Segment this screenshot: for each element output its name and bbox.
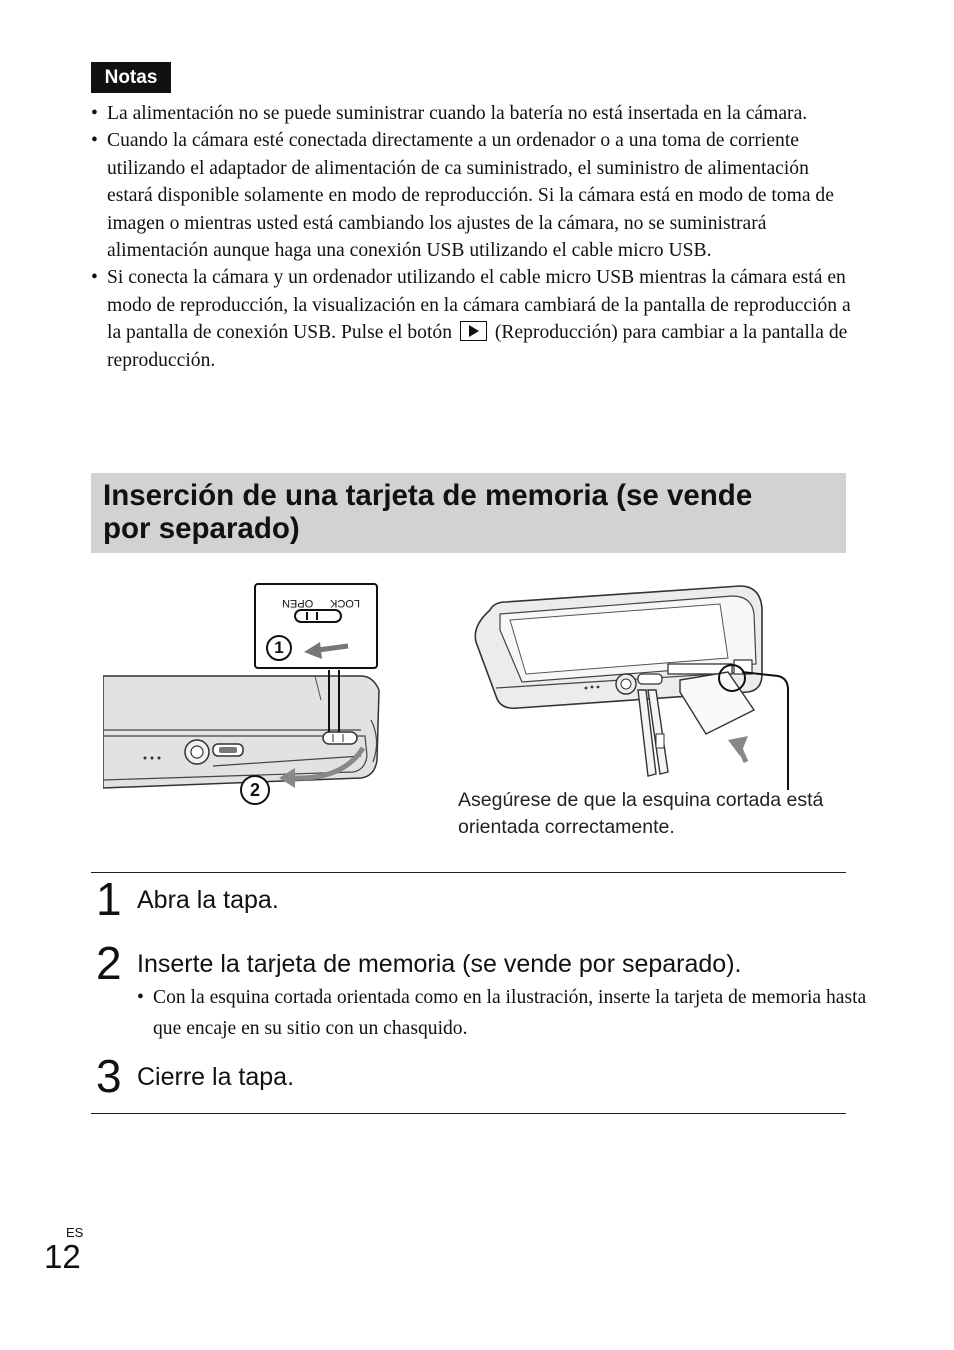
lock-switch-icon <box>294 609 342 623</box>
step-number: 1 <box>96 873 122 925</box>
switch-label-lock: LOCK <box>330 597 360 609</box>
step-number: 3 <box>96 1050 122 1102</box>
slide-arrow-icon <box>300 637 350 659</box>
play-button-icon <box>460 321 487 341</box>
marker-label: 1 <box>274 638 284 657</box>
step-number: 2 <box>96 937 122 989</box>
note-item <box>91 264 851 374</box>
note-text: Si conecta la cámara y un ordenador utilizando el cable micro USB mientras la cámara está en modo de reproducción, la visualización en la cámara cambiará de la pantalla de reproducción a la pantalla de conexión USB. Pulse el botón <box>107 267 851 344</box>
note-item: • La alimentación no se puede suministrar cuando la batería no está insertada en la cámara. <box>91 100 851 127</box>
divider <box>91 1113 846 1114</box>
divider <box>91 872 846 873</box>
switch-label-open: OPEN <box>282 597 314 609</box>
illustration-caption: Asegúrese de que la esquina cortada está orientada correctamente. <box>458 789 824 838</box>
card-insertion-illustration <box>470 580 800 795</box>
marker-circle <box>240 775 270 805</box>
section-header <box>91 473 846 553</box>
page-number: 12 <box>44 1238 81 1275</box>
note-text: (Reproducción) para cambiar a la pantalla de reproducción. <box>107 322 848 371</box>
section-title-line: por separado) <box>103 512 300 545</box>
marker-circle <box>266 635 292 661</box>
page-language: ES <box>66 1225 84 1240</box>
step-title: Cierre la tapa. <box>137 1063 295 1091</box>
notes-badge: Notas <box>91 62 171 93</box>
step-bullet: • Con la esquina cortada orientada como en la ilustración, inserte la tarjeta de memoria hasta que encaje en su sitio con un chasquido. <box>137 982 868 1044</box>
section-title-line: Inserción de una tarjeta de memoria (se vende <box>103 479 753 512</box>
step-title: Inserte la tarjeta de memoria (se vende por separado). <box>137 950 742 978</box>
marker-label: 2 <box>249 780 260 800</box>
notes-list <box>91 100 851 374</box>
lock-switch-callout <box>254 583 378 669</box>
note-item: • Cuando la cámara esté conectada directamente a un ordenador o a una toma de corriente utilizando el adaptador de alimentación de ca suministrado, el suministro de alimentación estará disponible solamente en modo de reproducción. Si la cámara está en modo de toma de imagen o mientras usted está cambiando los ajustes de la cámara, no se suministrará alimentación aunque haga una conexión USB utilizando el cable micro USB. <box>91 127 851 264</box>
step-title: Abra la tapa. <box>137 886 279 914</box>
